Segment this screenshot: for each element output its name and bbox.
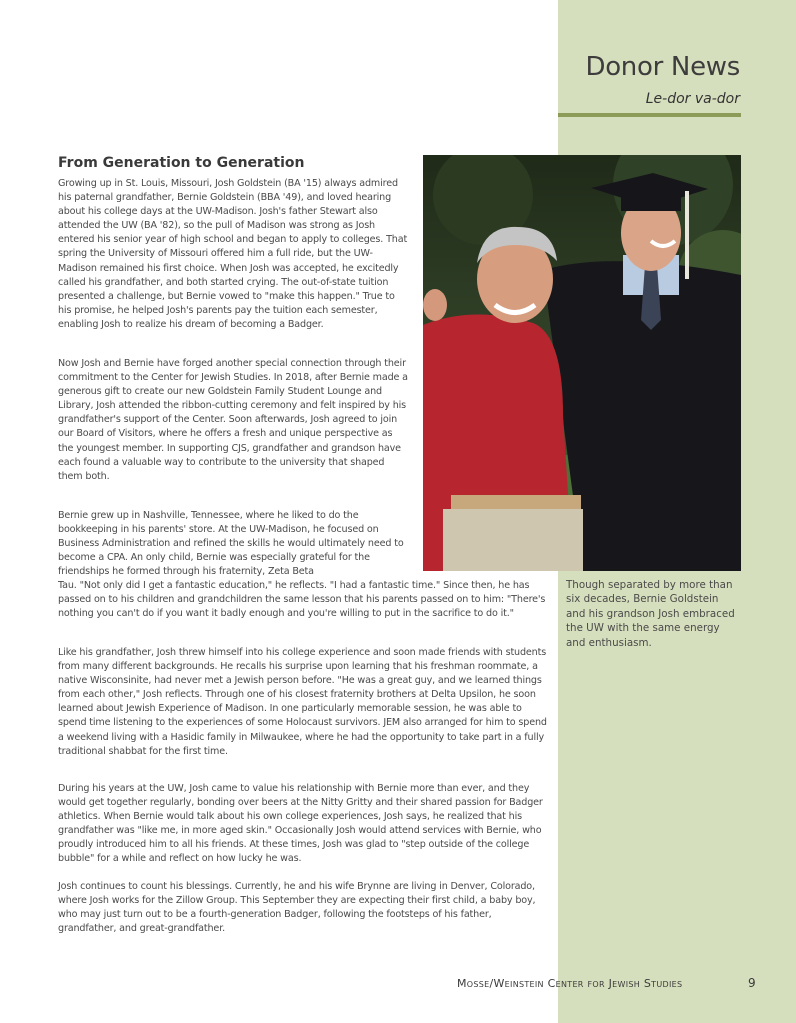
article-paragraph-2: Now Josh and Bernie have forged another special connection through their commitment to the Center for Jewish Studies. In 2018, after Bernie made a generous gift to create our new Goldstein Family Student Lounge and Library, Josh attended the ribbon-cutting ceremony and felt inspired by his grandfather's support of the Center. Soon afterwards, Josh agreed to join our Board of Visitors, where he offers a fresh and unique perspective as the youngest member. In supporting CJS, grandfather and grandson have each found a valuable way to contribute to the university that shaped them both. xyxy=(58,358,408,482)
article-paragraph-6: Josh continues to count his blessings. Currently, he and his wife Brynne are living in Denver, Colorado, where Josh works for the Zillow Group. This September they are expecting their first child, a baby boy, who may just turn out to be a fourth-generation Badger, following the footsteps of his father, grandfather, and great-grandfather. xyxy=(58,881,536,935)
photo-caption: Though separated by more than six decades, Bernie Goldstein and his grandson Josh embraced the UW with the same energy and enthusiasm. xyxy=(566,579,735,649)
graduation-photo xyxy=(423,155,741,571)
photo-illustration xyxy=(423,155,741,571)
article-paragraph-3: Bernie grew up in Nashville, Tennessee, where he liked to do the bookkeeping in his parents' store. At the UW-Madison, he focused on Business Administration and refined the skills he would ultimately need to become a CPA. An only child, Bernie was especially grateful for the friendships he formed through his fraternity, Zeta Beta xyxy=(58,510,404,578)
article-paragraph-1: Growing up in St. Louis, Missouri, Josh Goldstein (BA '15) always admired his paternal grandfather, Bernie Goldstein (BBA '49), and loved hearing about his college days at the UW-Madison. Josh's father Stewart also attended the UW (BA '82), so the pull of Madison was strong as Josh entered his senior year of high school and began to apply to colleges. That spring the University of Missouri offered him a full ride, but the UW-Madison remained his first choice. When Josh was accepted, he excitedly called his grandfather, and both started crying. The out-of-state tuition presented a challenge, but Bernie vowed to "make this happen." True to his promise, he helped Josh's parents pay the tuition each semester, enabling Josh to realize his dream of becoming a Badger. xyxy=(58,178,408,330)
article-headline: From Generation to Generation xyxy=(58,155,305,171)
section-title: Donor News xyxy=(585,52,740,82)
article-paragraph-3-continued: Tau. "Not only did I get a fantastic education," he reflects. "I had a fantastic time." Since then, he has passed on to his children and grandchildren the same lesson that his parents passed on to him: "There's nothing you can't do if you want it badly enough and you're willing to put in the sacrifice to do it." xyxy=(58,580,546,620)
footer-publication: Mosse/Weinstein Center for Jewish Studies xyxy=(457,977,683,990)
section-subtitle: Le-dor va-dor xyxy=(645,91,740,107)
page-number: 9 xyxy=(748,976,756,990)
article-paragraph-5: During his years at the UW, Josh came to value his relationship with Bernie more than ever, and they would get together regularly, bonding over beers at the Nitty Gritty and their shared passion for Badger athletics. When Bernie would talk about his own college experiences, Josh says, he realized that his grandfather was "like me, in more aged skin." Occasionally Josh would attend services with Bernie, who proudly introduced him to all his friends. At these times, Josh was glad to "step outside of the college bubble" for a while and reflect on how lucky he was. xyxy=(58,783,543,865)
title-rule-divider xyxy=(558,113,741,117)
article-paragraph-4: Like his grandfather, Josh threw himself into his college experience and soon made friends with students from many different backgrounds. He recalls his surprise upon learning that his freshman roommate, a native Wisconsinite, had never met a Jewish person before. "He was a great guy, and we learned things from each other," Josh reflects. Through one of his closest fraternity brothers at Delta Upsilon, he soon learned about Jewish Experience of Madison. In one particularly memorable session, he was able to spend time listening to the experiences of some Holocaust survivors. JEM also arranged for him to spend a weekend living with a Hasidic family in Milwaukee, where he had the opportunity to take part in a fully traditional shabbat for the first time. xyxy=(58,647,547,757)
